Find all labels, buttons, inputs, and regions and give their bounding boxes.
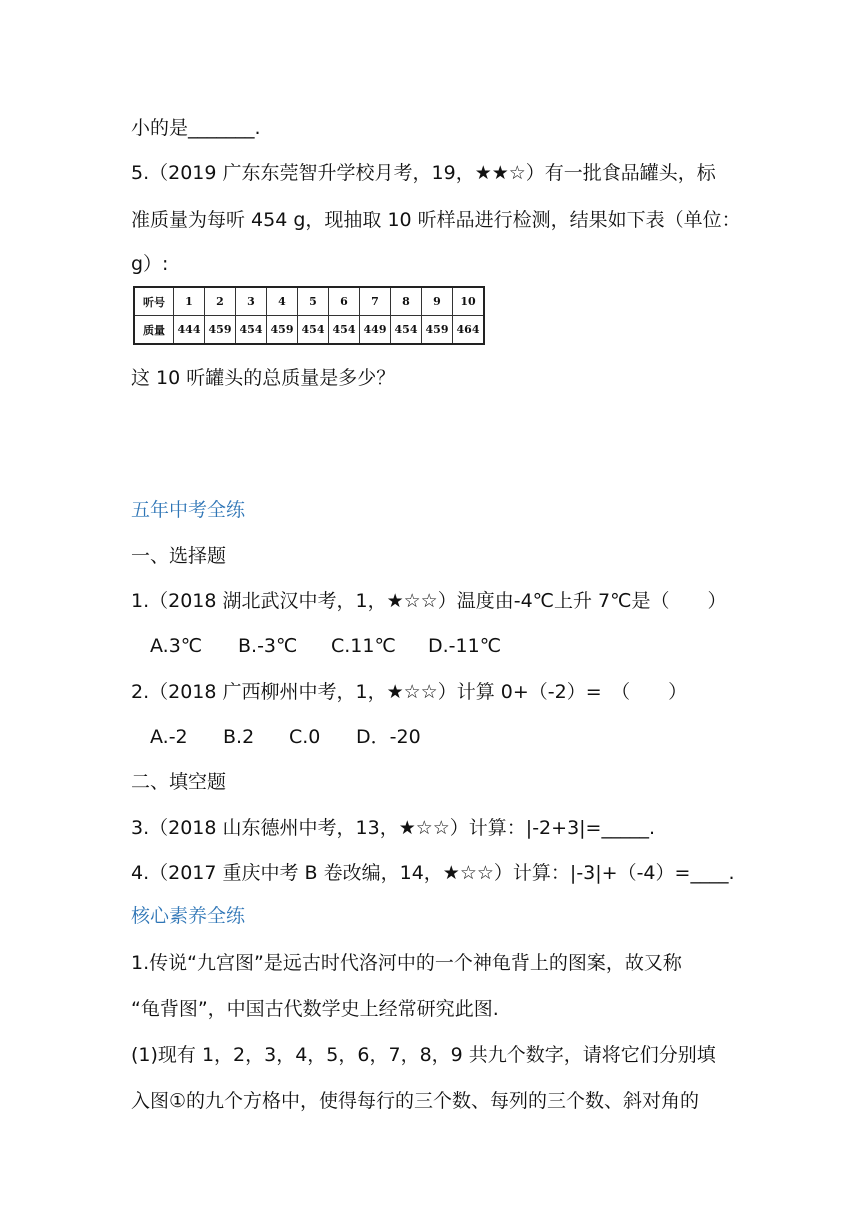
table-cell: 8 xyxy=(391,287,422,316)
table-cell: 454 xyxy=(236,316,267,345)
text-line: 1.传说“九宫图”是远古时代洛河中的一个神龟背上的图案，故又称 xyxy=(131,952,682,974)
table-cell: 质量 xyxy=(134,316,174,345)
table-cell: 464 xyxy=(453,316,485,345)
table-cell: 5 xyxy=(298,287,329,316)
table-cell: 6 xyxy=(329,287,360,316)
option-b: B.-3℃ xyxy=(238,635,298,657)
option-a: A.-2 xyxy=(150,726,188,748)
question-2-options xyxy=(150,724,740,750)
table-cell: 444 xyxy=(174,316,205,345)
table-cell: 4 xyxy=(267,287,298,316)
table-row xyxy=(134,287,484,316)
text-line: (1)现有 1，2，3，4，5，6，7，8，9 共九个数字，请将它们分别填 xyxy=(131,1044,716,1066)
text-line: “龟背图”，中国古代数学史上经常研究此图. xyxy=(131,998,499,1020)
question-1: 1.（2018 湖北武汉中考，1，★☆☆）温度由-4℃上升 7℃是（ ） xyxy=(131,590,727,612)
question-5-title: 5.（2019 广东东莞智升学校月考，19，★★☆）有一批食品罐头，标 xyxy=(131,162,716,184)
table-cell: 454 xyxy=(298,316,329,345)
section-title-core: 核心素养全练 xyxy=(131,905,246,927)
table-cell: 1 xyxy=(174,287,205,316)
text-line: 入图①的九个方格中，使得每行的三个数、每列的三个数、斜对角的 xyxy=(131,1090,700,1112)
table-row xyxy=(134,316,484,345)
option-b: B.2 xyxy=(223,726,255,748)
table-cell: 454 xyxy=(391,316,422,345)
section-title-zhongkao: 五年中考全练 xyxy=(131,499,246,521)
table-cell: 459 xyxy=(205,316,236,345)
data-table xyxy=(133,286,485,345)
text-line: 这 10 听罐头的总质量是多少？ xyxy=(131,367,396,389)
option-a: A.3℃ xyxy=(150,635,203,657)
table-cell: 10 xyxy=(453,287,485,316)
question-4: 4.（2017 重庆中考 B 卷改编，14，★☆☆）计算：|-3|+（-4）=____. xyxy=(131,862,735,884)
option-c: C.11℃ xyxy=(331,635,396,657)
table-cell: 9 xyxy=(422,287,453,316)
table-cell: 459 xyxy=(267,316,298,345)
table-cell: 459 xyxy=(422,316,453,345)
option-d: D．-20 xyxy=(356,726,421,748)
table-cell: 3 xyxy=(236,287,267,316)
subsection-title: 一、选择题 xyxy=(131,545,227,567)
question-3: 3.（2018 山东德州中考，13，★☆☆）计算：|-2+3|=_____. xyxy=(131,817,656,839)
text-line: 准质量为每听 454 g，现抽取 10 听样品进行检测，结果如下表（单位： xyxy=(131,209,741,231)
table-cell: 7 xyxy=(360,287,391,316)
question-2: 2.（2018 广西柳州中考，1，★☆☆）计算 0+（-2）= （ ） xyxy=(131,681,688,703)
option-d: D.-11℃ xyxy=(428,635,502,657)
table-cell: 听号 xyxy=(134,287,174,316)
table-cell: 454 xyxy=(329,316,360,345)
table-cell: 2 xyxy=(205,287,236,316)
question-1-options xyxy=(150,633,740,659)
subsection-title: 二、填空题 xyxy=(131,771,227,793)
table-cell: 449 xyxy=(360,316,391,345)
text-line: g）: xyxy=(131,253,169,275)
option-c: C.0 xyxy=(289,726,321,748)
text-line: 小的是_______. xyxy=(131,117,261,139)
